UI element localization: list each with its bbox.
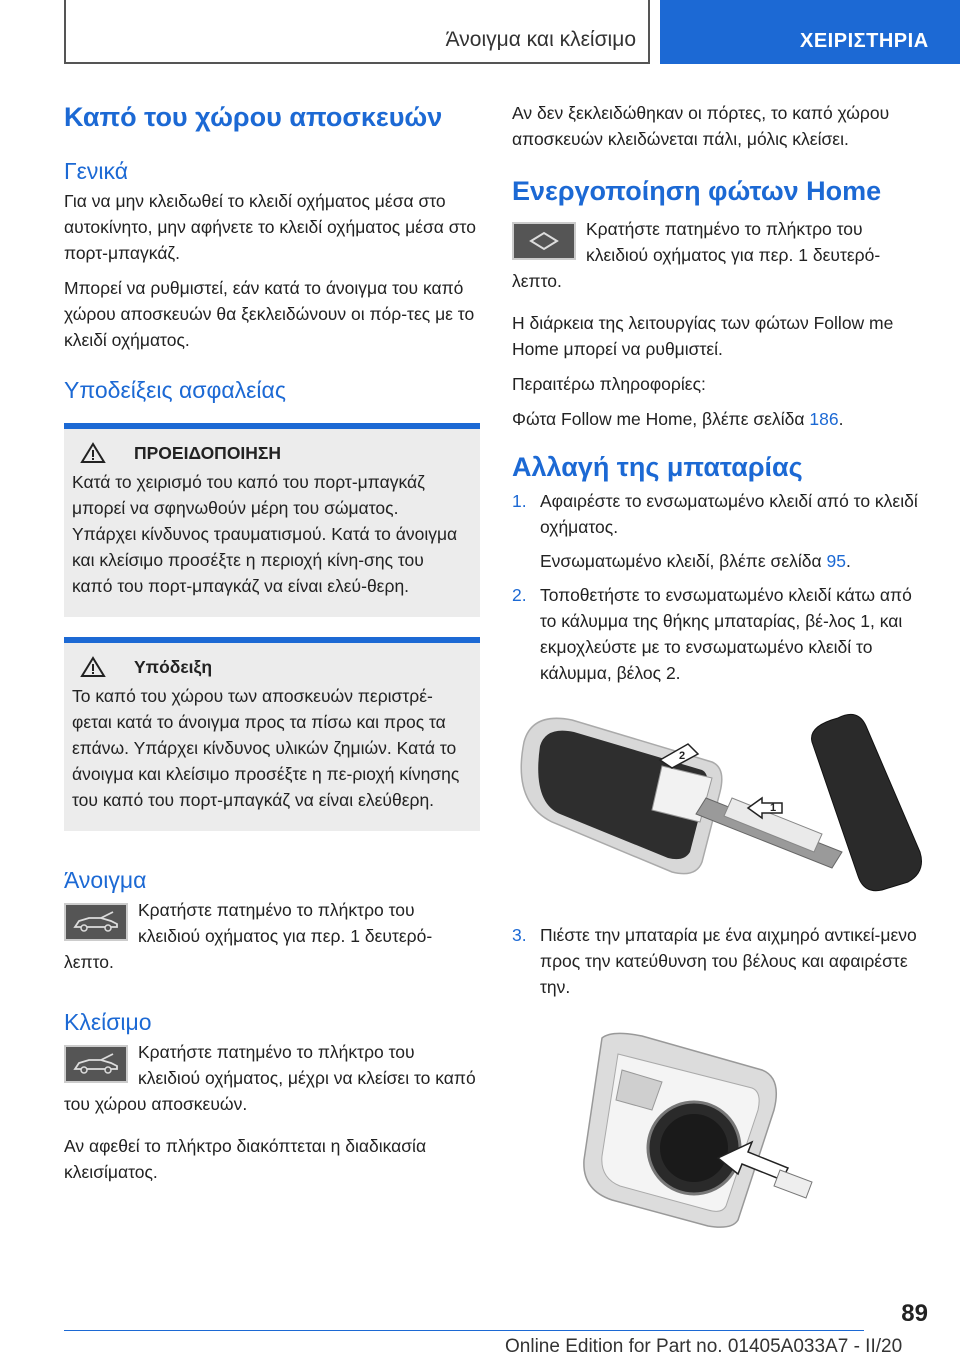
step-2: 2. Τοποθετήστε το ενσωματωμένο κλειδί κάτω από το κάλυμμα της θήκης μπαταρίας, βέ-λος 1, και εκμοχλεύστε με το ενσωματωμένο κλειδί το κάλυμμα, βέλος 2.: [512, 585, 912, 683]
close-heading: Κλείσιμο: [64, 1009, 152, 1035]
home-light-key-icon: [512, 222, 576, 260]
footer-rule: [64, 1330, 864, 1331]
warning-box: [64, 423, 480, 617]
home-paragraph-4: Φώτα Follow me Home, βλέπε σελίδα 186.: [512, 409, 844, 429]
open-text: Κρατήστε πατημένο το πλήκτρο του κλειδιού οχήματος για περ. 1 δευτερό-λεπτο.: [64, 900, 433, 972]
home-instruction: [512, 216, 928, 296]
page-link-186[interactable]: 186: [809, 409, 839, 429]
page-number: 89: [901, 1300, 928, 1327]
header-section-tab: [660, 0, 960, 64]
key-battery-cover-illustration: [512, 702, 928, 902]
arrow-2-label: 2: [679, 750, 686, 762]
notice-box: [64, 637, 480, 831]
battery-removal-illustration: [512, 1030, 928, 1230]
battery-steps: [512, 488, 928, 686]
home-paragraph-2: Η διάρκεια της λειτουργίας των φώτων Follow me Home μπορεί να ρυθμιστεί.: [512, 313, 894, 359]
page-link-95[interactable]: 95: [826, 551, 846, 571]
header-chapter-box: [64, 0, 650, 64]
warning-title: ΠΡΟΕΙΔΟΠΟΙΗΣΗ: [134, 443, 282, 463]
battery-heading: Αλλαγή της μπαταρίας: [512, 452, 803, 482]
notice-triangle-icon: [80, 656, 106, 678]
home-text: Κρατήστε πατημένο το πλήκτρο του κλειδιού οχήματος για περ. 1 δευτερό-λεπτο.: [512, 219, 881, 291]
safety-heading: Υποδείξεις ασφαλείας: [64, 377, 286, 403]
general-paragraph-2: Μπορεί να ρυθμιστεί, εάν κατά το άνοιγμα του καπό χώρου αποσκευών θα ξεκλειδώνουν οι πόρ-τες με το κλειδί οχήματος.: [64, 278, 475, 350]
close-paragraph-2: Αν αφεθεί το πλήκτρο διακόπτεται η διαδικασία κλεισίματος.: [64, 1136, 427, 1182]
trunk-key-icon: [64, 903, 128, 941]
home-heading: Ενεργοποίηση φώτων Home: [512, 176, 882, 206]
general-heading: Γενικά: [64, 158, 129, 184]
right-column: [512, 100, 928, 1230]
trunk-close-key-icon: [64, 1045, 128, 1083]
notice-text: Το καπό του χώρου των αποσκευών περιστρέ-φεται κατά το άνοιγμα προς τα πίσω και προς τα επάνω. Υπάρχει κίνδυνος υλικών ζημιών. Κατά το άνοιγμα και κλείσιμο προσέξτε η πε-ριοχή κίνησης του καπό του πορτ-μπαγκάζ να είναι ελεύθερη.: [72, 686, 460, 810]
header-chapter: Άνοιγμα και κλείσιμο: [445, 28, 636, 51]
step-3: 3. Πιέστε την μπαταρία με ένα αιχμηρό αντικεί-μενο προς την κατεύθυνση του βέλους και αφαιρέστε την.: [512, 925, 917, 997]
notice-title: Υπόδειξη: [134, 657, 213, 677]
header-section: ΧΕΙΡΙΣΤΗΡΙΑ: [800, 30, 929, 52]
open-instruction: [64, 897, 480, 977]
general-paragraph-1: Για να μην κλειδωθεί το κλειδί οχήματος μέσα στο αυτοκίνητο, μην αφήνετε το κλειδί οχήματος μέσα στο πορτ-μπαγκάζ.: [64, 191, 476, 263]
home-paragraph-3: Περαιτέρω πληροφορίες:: [512, 374, 706, 394]
trunk-title: Καπό του χώρου αποσκευών: [64, 102, 443, 132]
arrow-1-label: 1: [770, 802, 777, 814]
edition-text: Online Edition for Part no. 01405A033A7 - II/20: [505, 1336, 903, 1357]
warning-triangle-icon: [80, 442, 106, 464]
warning-text: Κατά το χειρισμό του καπό του πορτ-μπαγκάζ μπορεί να σφηνωθούν μέρη του σώματος. Υπάρχει κίνδυνος τραυματισμού. Κατά το άνοιγμα και κλείσιμο προσέξτε η περιοχή κίνη-σης του καπό του πορτ-μπαγκάζ να είναι ελεύ-θερη.: [72, 472, 458, 596]
left-column: [64, 100, 480, 1185]
step-1: 1. Αφαιρέστε το ενσωματωμένο κλειδί από το κλειδί οχήματος. Ενσωματωμένο κλειδί, βλέπε σελίδα 95.: [512, 491, 918, 571]
open-heading: Άνοιγμα: [64, 867, 147, 893]
close-instruction: [64, 1039, 480, 1119]
intro-text: Αν δεν ξεκλειδώθηκαν οι πόρτες, το καπό χώρου αποσκευών κλειδώνεται πάλι, μόλις κλείσει.: [512, 103, 890, 149]
close-text: Κρατήστε πατημένο το πλήκτρο του κλειδιού οχήματος, μέχρι να κλείσει το καπό του χώρου αποσκευών.: [64, 1042, 476, 1114]
